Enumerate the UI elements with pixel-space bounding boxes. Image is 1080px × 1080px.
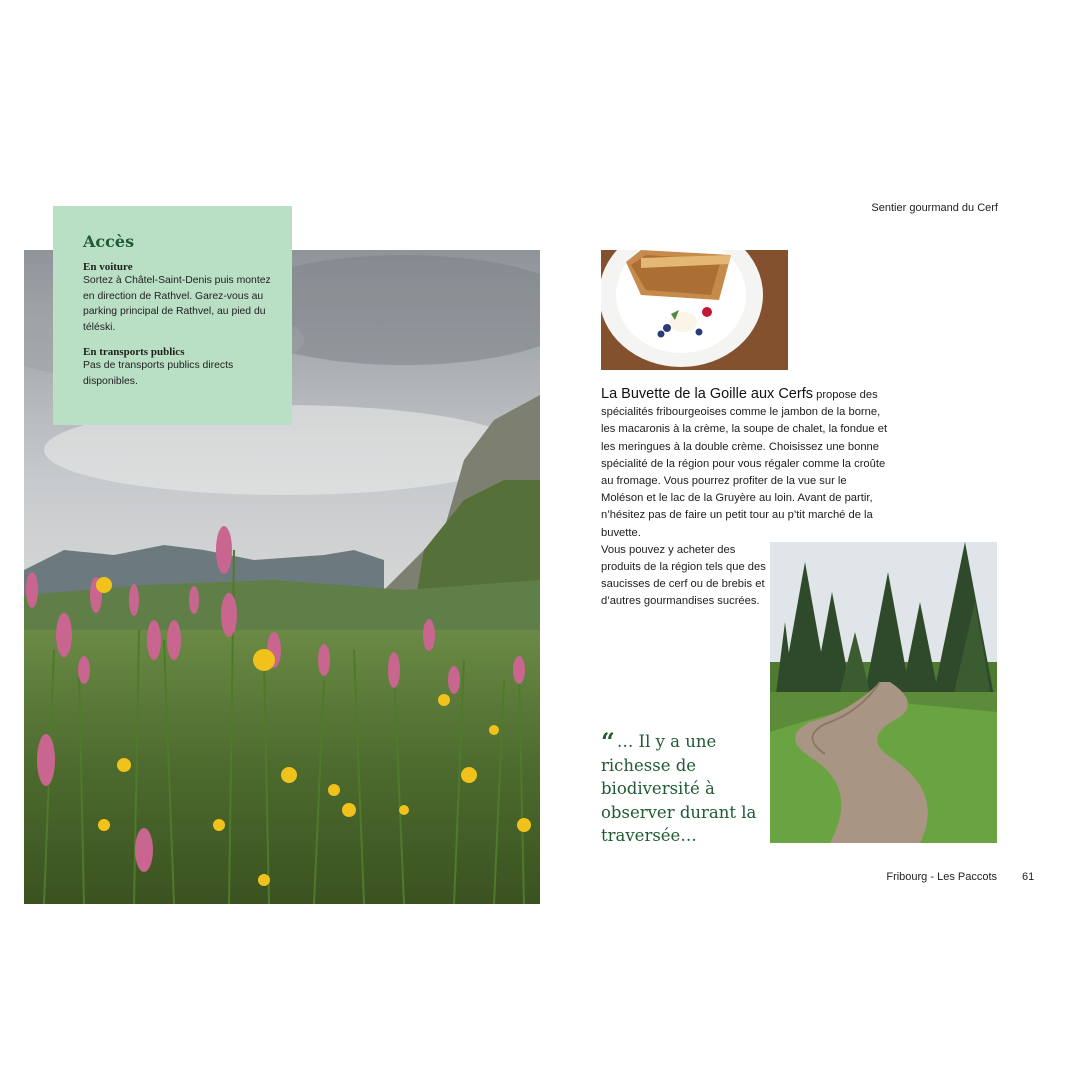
access-transit-text: Pas de transports publics directs disponibles. — [83, 360, 234, 387]
access-box — [53, 206, 292, 425]
body-lead: La Buvette de la Goille aux Cerfs — [601, 386, 813, 402]
body-paragraph-2: Vous pouvez y acheter des produits de la région tels que des saucisses de cerf ou de brebis et d’autres gourmandises sucrées. — [601, 543, 766, 608]
access-car-text: Sortez à Châtel-Saint-Denis puis montez en direction de Rathvel. Garez-vous au parking principal de Rathvel, au pied du téléski. — [83, 275, 271, 333]
access-transit-heading: En transports publics — [83, 346, 185, 358]
page-number: 61 — [1022, 871, 1035, 883]
forest-illustration — [770, 542, 997, 843]
quote-mark: “ — [601, 727, 615, 756]
body-paragraph-1 — [601, 386, 891, 542]
body-paragraph-1-text: propose des spécialités fribourgeoises comme le jambon de la borne, les macaronis à la crème, la soupe de chalet, la fondue et les meringues à la double crème. Choisissez une bonne spécialité de la région pour vous régaler comme la croûte au fromage. Vous pourrez profiter de la vue sur le Moléson et le lac de la Gruyère au loin. Avant de partir, n’hésitez pas de faire un petit tour au p’tit marché de la buvette. — [601, 389, 888, 539]
quote-text: … Il y a une richesse de biodiversité à observer durant la traversée… — [601, 732, 757, 845]
dessert-illustration — [601, 250, 788, 370]
running-header: Sentier gourmand du Cerf — [871, 202, 998, 214]
dessert-photo — [601, 250, 788, 370]
forest-photo — [770, 542, 997, 843]
access-title: Accès — [83, 232, 135, 251]
running-footer: Fribourg - Les Paccots — [886, 871, 997, 883]
pull-quote — [601, 727, 771, 848]
access-car-heading: En voiture — [83, 261, 133, 273]
